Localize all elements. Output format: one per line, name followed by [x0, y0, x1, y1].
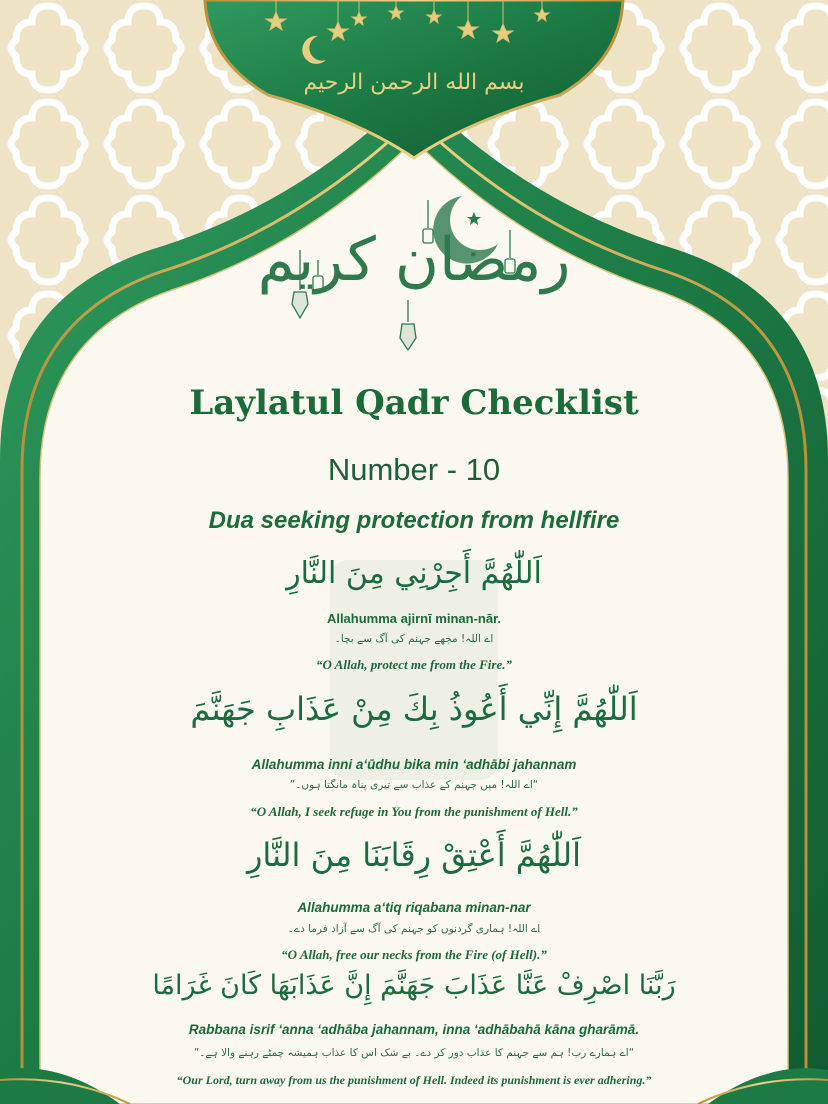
dua-english-translation: “Our Lord, turn away from us the punishment of Hell. Indeed its punishment is ever adhering.”: [176, 1073, 652, 1087]
dua-urdu-translation: “اے اللہ! میں جہنم کے عذاب سے تیری پناہ مانگتا ہوں۔”: [289, 779, 539, 791]
dua-transliteration: Rabbana isrif ‘anna ‘adhāba jahannam, inna ‘adhābahā kāna gharāmā.: [188, 1022, 640, 1037]
dua-arabic: اَللّٰهُمَّ إِنِّي أَعُوذُ بِكَ مِنْ عَذَابِ جَهَنَّمَ: [190, 690, 638, 728]
dua-transliteration: Allahumma inni a‘ūdhu bika min ‘adhābi jahannam: [251, 757, 577, 772]
page-title: Laylatul Qadr Checklist: [189, 383, 639, 423]
dua-english-translation: “O Allah, I seek refuge in You from the punishment of Hell.”: [250, 804, 578, 819]
dua-arabic: رَبَّنَا اصْرِفْ عَنَّا عَذَابَ جَهَنَّمَ إِنَّ عَذَابَهَا كَانَ غَرَامًا: [152, 970, 676, 1001]
ramadan-kareem-calligraphy: رمضان كريم: [257, 225, 571, 295]
dua-urdu-translation: اے اللہ! مجھے جہنم کی آگ سے بچا۔: [334, 633, 494, 645]
dua-transliteration: Allahumma a‘tiq riqabana minan-nar: [297, 900, 531, 915]
dua-arabic: اَللّٰهُمَّ أَعْتِقْ رِقَابَنَا مِنَ النَّارِ: [246, 836, 582, 874]
dua-english-translation: “O Allah, free our necks from the Fire (of Hell).”: [281, 947, 547, 962]
bismillah-calligraphy: بسم الله الرحمن الرحيم: [303, 70, 525, 95]
section-subtitle: Dua seeking protection from hellfire: [208, 507, 620, 534]
checklist-number: Number - 10: [327, 452, 501, 487]
dua-arabic: اَللّٰهُمَّ أَجِرْنِي مِنَ النَّارِ: [286, 556, 542, 591]
dua-english-translation: “O Allah, protect me from the Fire.”: [316, 657, 512, 672]
dua-transliteration: Allahumma ajirnī minan-nār.: [326, 611, 502, 626]
dua-urdu-translation: اے اللہ! ہماری گردنوں کو جہنم کی آگ سے آزاد فرما دے۔: [287, 923, 541, 935]
dua-urdu-translation: “اے ہمارے رب! ہم سے جہنم کا عذاب دور کر دے۔ بے شک اس کا عذاب ہمیشہ چمٹے رہنے والا ہے۔”: [193, 1047, 635, 1059]
